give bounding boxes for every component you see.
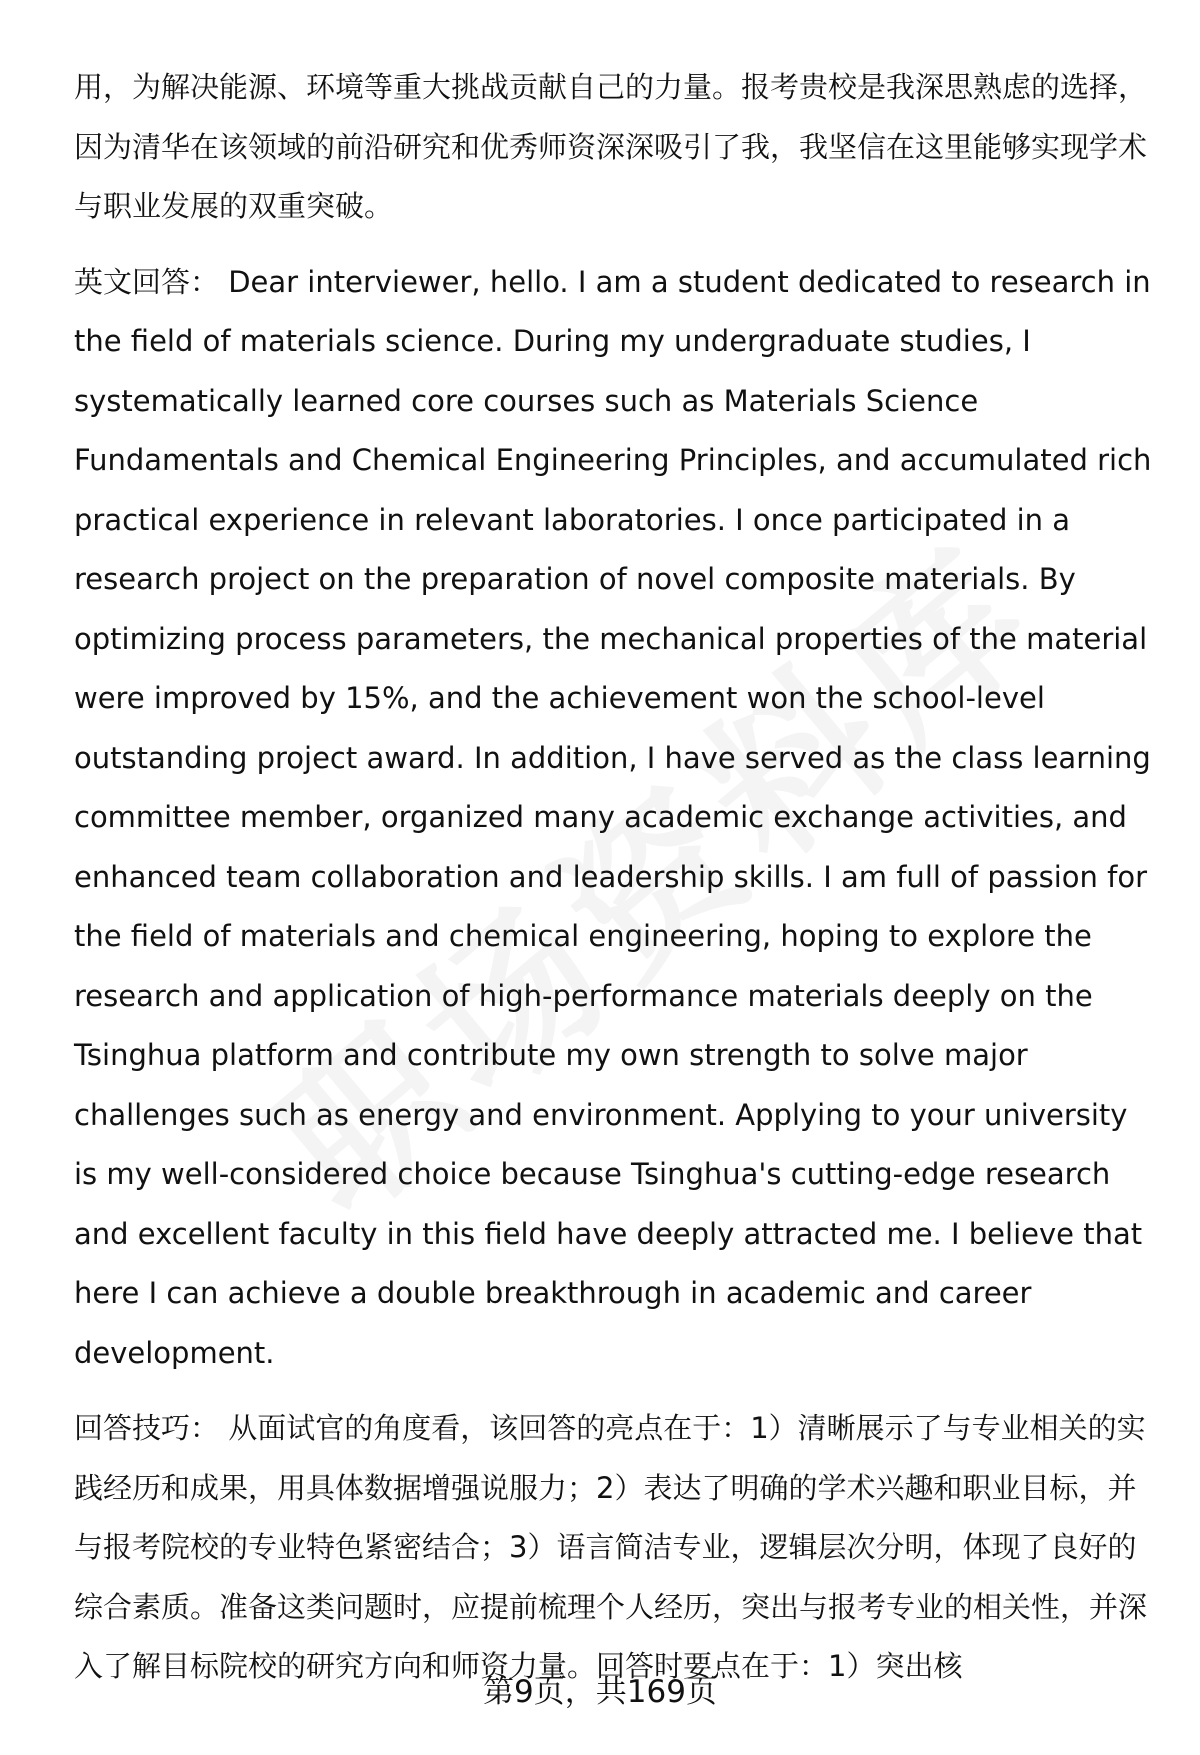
continued-paragraph: 用，为解决能源、环境等重大挑战贡献自己的力量。报考贵校是我深思熟虑的选择，因为清华在该领域的前沿研究和优秀师资深深吸引了我，我坚信在这里能够实现学术与职业发展的双重突破。 bbox=[74, 70, 1148, 223]
answer-tips-label: 回答技巧： bbox=[74, 1411, 229, 1445]
english-answer-label: 英文回答： bbox=[74, 264, 229, 299]
answer-tips-paragraph bbox=[74, 1399, 1154, 1697]
english-answer-paragraph bbox=[74, 253, 1154, 1384]
answer-tips-text: 从面试官的角度看，该回答的亮点在于：1）清晰展示了与专业相关的实践经历和成果，用具体数据增强说服力；2）表达了明确的学术兴趣和职业目标，并与报考院校的专业特色紧密结合；3）语言简洁专业，逻辑层次分明，体现了良好的综合素质。准备这类问题时，应提前梳理个人经历，突出与报考专业的相关性，并深入了解目标院校的研究方向和师资力量。回答时要点在于：1）突出核 bbox=[74, 1411, 1148, 1683]
page-number-footer: 第9页，共169页 bbox=[483, 1674, 717, 1710]
page-content bbox=[74, 58, 1154, 1697]
english-answer-text: Dear interviewer, hello. I am a student dedicated to research in the field of materials science. During my undergraduate studies, I systematically learned core courses such as Materials Science Fundamentals and Chemical Engineering Principles, and accumulated rich practical experience in relevant laboratories. I once participated in a research project on the preparation of novel composite materials. By optimizing process parameters, the mechanical properties of the material were improved by 15%, and the achievement won the school-level outstanding project award. In addition, I have served as the class learning committee member, organized many academic exchange activities, and enhanced team collaboration and leadership skills. I am full of passion for the field of materials and chemical engineering, hoping to explore the research and application of high-performance materials deeply on the Tsinghua platform and contribute my own strength to solve major challenges such as energy and environment. Applying to your university is my well-considered choice because Tsinghua's cutting-edge research and excellent faculty in this field have deeply attracted me. I believe that here I can achieve a double breakthrough in academic and career development. bbox=[74, 264, 1152, 1370]
